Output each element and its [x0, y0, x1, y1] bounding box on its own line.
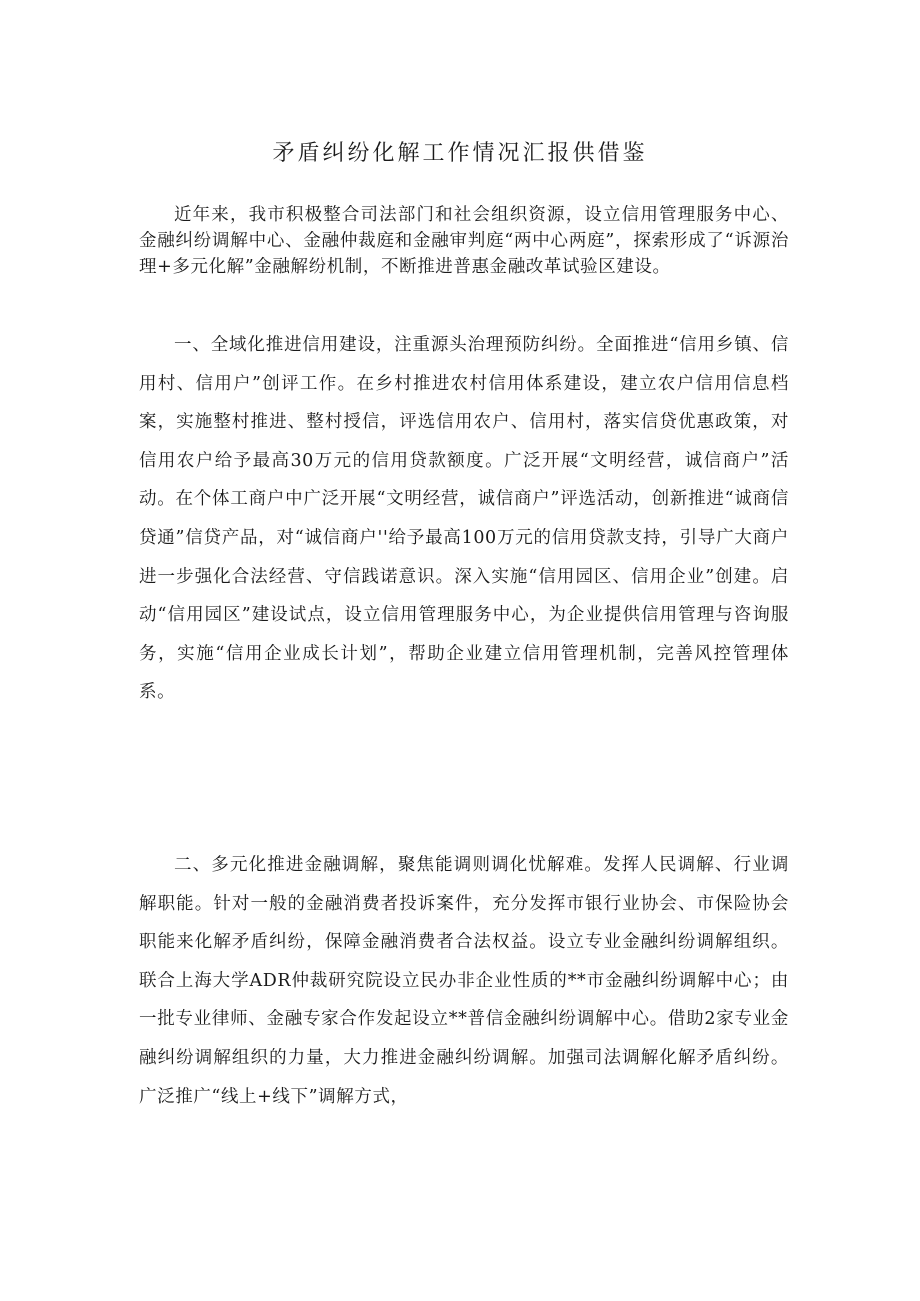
- intro-paragraph: 近年来，我市积极整合司法部门和社会组织资源，设立信用管理服务中心、金融纠纷调解中心、金融仲裁庭和金融审判庭“两中心两庭”，探索形成了“诉源治理+多元化解”金融解纷机制，不断推进普惠金融改革试验区建设。: [139, 205, 789, 277]
- document-title: 矛盾纠纷化解工作情况汇报供借鉴: [272, 141, 648, 166]
- section-one-paragraph: 一、全域化推进信用建设，注重源头治理预防纠纷。全面推进“信用乡镇、信用村、信用户”创评工作。在乡村推进农村信用体系建设，建立农户信用信息档案，实施整村推进、整村授信，评选信用农户、信用村，落实信贷优惠政策，对信用农户给予最高30万元的信用贷款额度。广泛开展“文明经营，诚信商户”活动。在个体工商户中广泛开展“文明经营，诚信商户”评选活动，创新推进“诚商信贷通”信贷产品，对“诚信商户''给予最高100万元的信用贷款支持，引导广大商户进一步强化合法经营、守信践诺意识。深入实施“信用园区、信用企业”创建。启动“信用园区”建设试点，设立信用管理服务中心，为企业提供信用管理与咨询服务，实施“信用企业成长计划”，帮助企业建立信用管理机制，完善风控管理体系。: [139, 335, 789, 703]
- section-two-paragraph: 二、多元化推进金融调解，聚焦能调则调化忧解难。发挥人民调解、行业调解职能。针对一般的金融消费者投诉案件，充分发挥市银行业协会、市保险协会职能来化解矛盾纠纷，保障金融消费者合法权益。设立专业金融纠纷调解组织。联合上海大学ADR仲裁研究院设立民办非企业性质的**市金融纠纷调解中心；由一批专业律师、金融专家合作发起设立**普信金融纠纷调解中心。借助2家专业金融纠纷调解组织的力量，大力推进金融纠纷调解。加强司法调解化解矛盾纠纷。广泛推广“线上+线下”调解方式，: [139, 855, 789, 1107]
